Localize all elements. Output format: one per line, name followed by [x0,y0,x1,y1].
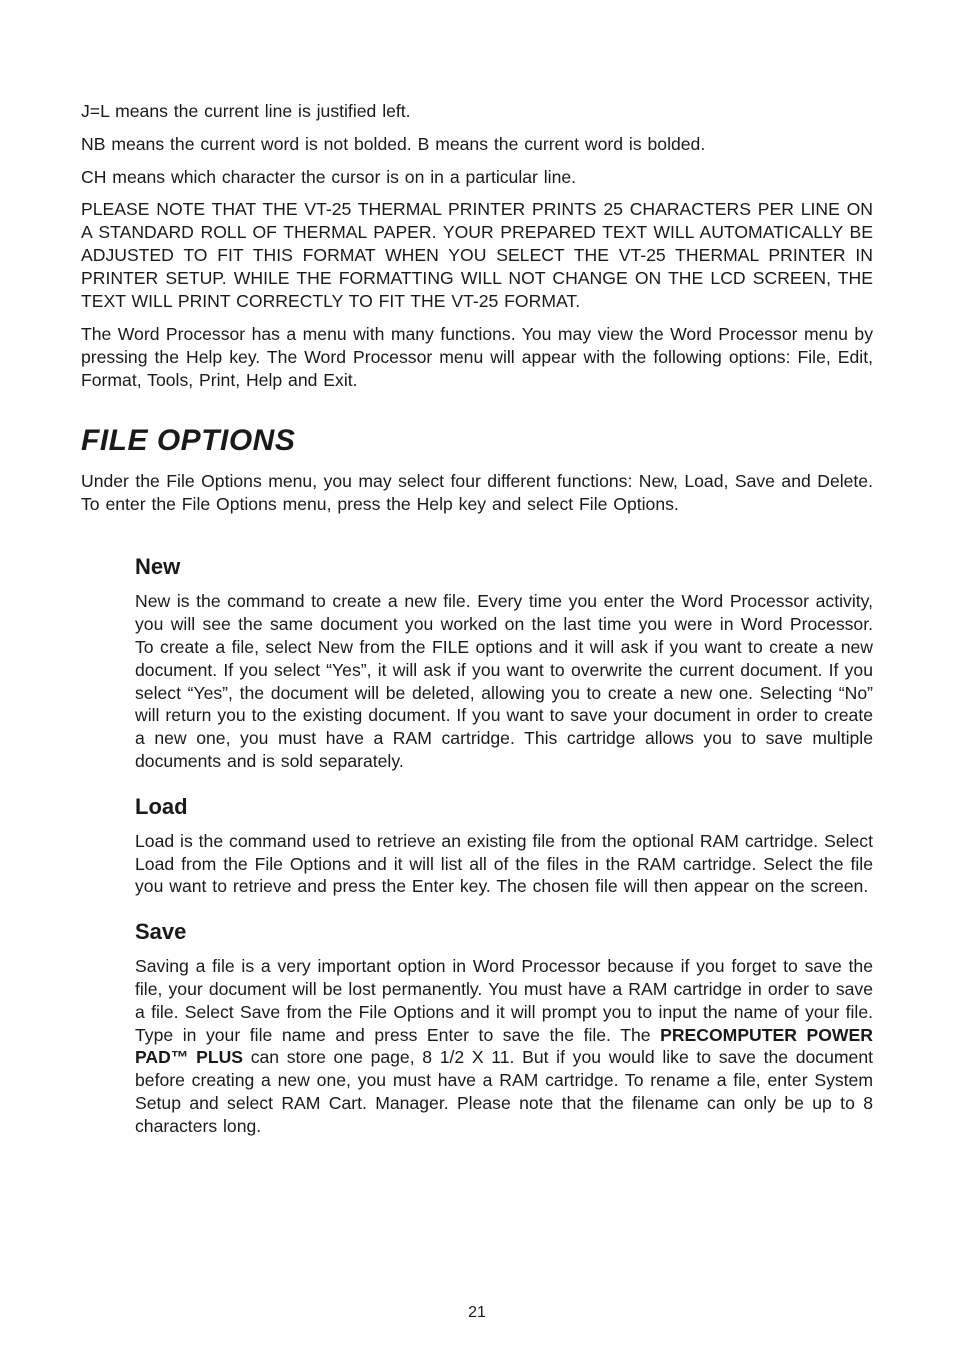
jl-definition: J=L means the current line is justified left. [81,101,411,121]
menu-description: The Word Processor has a menu with many functions. You may view the Word Processor menu by pressing the Help key. The Word Processor menu will appear with the following options: File, Edit, Format, Tools, Print, Help and Exit. [81,324,873,390]
file-options-description: Under the File Options menu, you may select four different functions: New, Load, Save and Delete. To enter the File Options menu, press the Help key and select File Options. [81,470,873,514]
save-body-part-1: Saving a file is a very important option in Word Processor because if you forget to save the file, your document will be lost permanently. You must have a RAM cartridge in order to save a file. Select Save from the File Options and it will prompt you to input the name of your file. Type in your file name and press Enter to save the file. The [135,956,873,1045]
nb-definition: NB means the current word is not bolded. B means the current word is bolded. [81,133,706,154]
save-subsection [135,919,873,1137]
new-heading: New [135,554,181,580]
new-body: New is the command to create a new file. Every time you enter the Word Processor activity, you will see the same document you worked on the last time you were in Word Processor. To create a file, select New from the FILE options and it will ask if you want to create a new document. If you select “Yes”, it will ask if you want to overwrite the current document. If you select “Yes”, the document will be deleted, allowing you to create a new one. Selecting “No” will return you to the existing document. If you want to save your document in order to create a new one, you must have a RAM cartridge. This cartridge allows you to save multiple documents and is sold separately. [135,591,873,771]
ch-definition: CH means which character the cursor is on in a particular line. [81,166,577,187]
printer-notice: PLEASE NOTE THAT THE VT-25 THERMAL PRINTER PRINTS 25 CHARACTERS PER LINE ON A STANDARD ROLL OF THERMAL PAPER. YOUR PREPARED TEXT WILL AUTOMATICALLY BE ADJUSTED TO FIT THIS FORMAT WHEN YOU SELECT THE VT-25 THERMAL PRINTER IN PRINTER SETUP. WHILE THE FORMATTING WILL NOT CHANGE ON THE LCD SCREEN, THE TEXT WILL PRINT CORRECTLY TO FIT THE VT-25 FORMAT. [81,199,873,311]
load-heading: Load [135,793,188,819]
intro-section [81,100,873,392]
save-body [135,955,873,1137]
save-heading: Save [135,919,187,945]
load-body: Load is the command used to retrieve an existing file from the optional RAM cartridge. Select Load from the File Options and it will list all of the files in the RAM cartridge. Select the file you want to retrieve and press the Enter key. The chosen file will then appear on the screen. [135,830,873,897]
save-body-part-2: can store one page, 8 1/2 X 11. But if you would like to save the document before creating a new one, you must have a RAM cartridge. To rename a file, enter System Setup and select RAM Cart. Manager. Please note that the filename can only be up to 8 characters long. [135,1047,873,1136]
new-subsection [135,554,873,772]
page-number: 21 [468,1304,486,1321]
file-options-title: FILE OPTIONS [81,423,296,457]
load-subsection [135,794,873,898]
manual-page [81,100,873,1159]
product-name: PRECOMPUTER POWER PAD™ PLUS [135,1024,873,1068]
